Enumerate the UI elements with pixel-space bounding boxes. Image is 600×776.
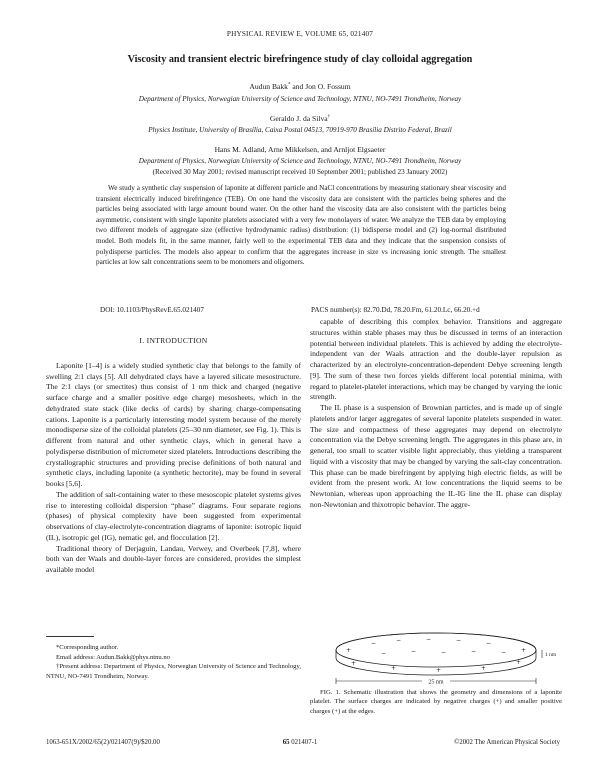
author-name: Geraldo J. da Silva — [269, 114, 328, 123]
footnote-mark: † — [327, 114, 331, 120]
svg-text:−: − — [371, 640, 377, 647]
doi: DOI: 10.1103/PhysRevE.65.021407 — [100, 306, 204, 314]
svg-text:−: − — [471, 648, 477, 655]
width-label: 25 nm — [428, 679, 444, 686]
paragraph: The addition of salt-containing water to these mesoscopic platelet systems gives rise to interesting colloidal dispersion “phase” diagrams. Four separate regions (phases) of physical complexity have been suggested from experimental observations of clay-electrolyte-concentration diagrams of laponite: isotropic liquid (IL), isotropic gel (IG), nematic gel, and flocculation [2]. — [46, 489, 301, 542]
svg-text:+: + — [351, 660, 357, 667]
paragraph: The IL phase is a suspension of Brownian particles, and is made up of single platelets and/or larger aggregates of several laponite platelets suspended in water. The size and compactness of these aggregates may depend on electrolyte concentration via the Debye screening length. The aggregates in this phase are, in general, too small to scatter visible light appreciably, thus yielding a transparent liquid with a viscosity that may be changed by varying the salt-clay concentration. This phase can be made birefringent by applying high electric fields, as will be evident from the present work. At low concentrations the liquid seems to be Newtonian, whereas upon approaching the IL-IG line the IL phase can display non-Newtonian and thixotropic behavior. The aggre- — [310, 403, 562, 509]
publication-dates: (Received 30 May 2001; revised manuscript received 10 September 2001; published 23 January 2002) — [152, 168, 448, 176]
volume-number: 65 — [282, 739, 290, 746]
author-name: Audun Bakk — [249, 82, 288, 91]
svg-text:−: − — [456, 637, 462, 644]
affiliation-3: Department of Physics, Norwegian University of Science and Technology, NTNU, NO-7491 Trondheim, Norway — [138, 157, 462, 165]
footnote: *Corresponding author. — [56, 644, 119, 651]
abstract: We study a synthetic clay suspension of laponite at different particle and NaCl concentrations by measuring stationary shear viscosity and transient electrically induced birefringence (TEB). On one hand the viscosity data are consistent with the particles being spheres and the particles being associated with large amount bound water. On the other hand the viscosity data are also consistent with the particles being asymmetric, consistent with single laponite platelets associated with a very few monolayers of water. We analyze the TEB data by employing two different models of aggregate size (effective hydrodynamic radius) distribution: (1) bidisperse model and (2) log-normal distributed model. Both models fit, in the same manner, fairly well to the experimental TEB data and they indicate that the suspension consists of polydisperse particles. The models also appear to confirm that the aggregates increase in size vs increasing ionic strength. The smallest particles at low salt concentrations seem to be monomers and oligomers. — [96, 184, 506, 267]
left-column — [46, 336, 301, 576]
footnote-mark: * — [287, 82, 291, 88]
paper-title: Viscosity and transient electric birefringence study of clay colloidal aggregation — [127, 54, 473, 65]
svg-text:−: − — [441, 649, 447, 656]
author-line-1 — [0, 82, 600, 91]
svg-text:+: + — [521, 647, 527, 654]
article-number: 021407-1 — [289, 739, 318, 746]
pacs-numbers: PACS number(s): 82.70.Dd, 78.20.Fm, 61.20.Lc, 66.20.+d — [311, 306, 480, 314]
svg-text:−: − — [486, 640, 492, 647]
footnote-rule — [46, 636, 94, 637]
footer-issn: 1063-651X/2002/65(2)/021407(9)/$20.00 — [46, 739, 160, 746]
paragraph: capable of describing this complex behavior. Transitions and aggregate structures within stable phases may thus be discussed in terms of an interaction potential between individual platelets. This is achieved by adding the electrolyte-independent van der Waals attraction and the double-layer repulsion as characterized by an electrolyte-concentration-dependent Debye screening length [9]. The sum of these two forces yields different local potential minima, with regard to platelet-platelet interactions, which may be changed by varying the ionic strength. — [310, 317, 562, 402]
journal-header: PHYSICAL REVIEW E, VOLUME 65, 021407 — [226, 30, 374, 38]
author-line-3: Hans M. Adland, Arne Mikkelsen, and Arnljot Elgsaeter — [214, 145, 386, 154]
svg-text:+: + — [481, 665, 487, 672]
footnotes — [46, 643, 301, 681]
footer-copyright: ©2002 The American Physical Society — [454, 739, 560, 746]
platelet-figure — [316, 618, 556, 688]
affiliation-1: Department of Physics, Norwegian University of Science and Technology, NTNU, NO-7491 Trondheim, Norway — [138, 95, 462, 103]
section-heading: I. INTRODUCTION — [139, 336, 208, 345]
figure-caption: FIG. 1. Schematic illustration that shows the geometry and dimensions of a laponite platelet. The surface charges are indicated by negative charges (+) and smaller positive charges (+) at the edges. — [310, 689, 562, 715]
svg-text:−: − — [426, 636, 432, 643]
svg-text:−: − — [381, 650, 387, 657]
svg-text:+: + — [516, 659, 522, 666]
affiliation-2: Physics Institute, University of Brasília, Caixa Postal 04513, 70919-970 Brasília Distrito Federal, Brazil — [148, 126, 452, 134]
svg-text:+: + — [436, 667, 442, 674]
svg-text:+: + — [346, 647, 352, 654]
footnote: Email address: Audun.Bakk@phys.ntnu.no — [56, 653, 170, 661]
svg-text:+: + — [391, 665, 397, 672]
paragraph: Traditional theory of Derjaguin, Landau, Verwey, and Overbeek [7,8], where both van der Waals and double-layer forces are considered, provides the simplest available model — [46, 543, 301, 574]
svg-text:−: − — [396, 637, 402, 644]
thickness-label: 1 nm — [545, 652, 556, 658]
footnote: †Present address: Department of Physics, Norwegian University of Science and Technology, NTNU, NO-7491 Trondheim, Norway. — [46, 663, 301, 680]
svg-text:−: − — [501, 649, 507, 656]
author-names: and Jon O. Fossum — [290, 82, 351, 91]
right-column — [310, 317, 562, 511]
paragraph: Laponite [1–4] is a widely studied synthetic clay that belongs to the family of swelling 2:1 clays [5]. All dehydrated clays have a layered silicate mesostructure. The 2:1 clays (or smectites) thus consist of 1 nm thick and charged (negative surface charge and a smaller positive edge charge) mesosheets, which in the dehydrated state stack (like decks of cards) by sharing charge-compensating cations. Laponite is a particularly interesting model system because of the merely monodisperse size of the colloidal platelets (25–30 nm diameter, see Fig. 1). This is different from natural and other synthetic clays, which in general have a polydisperse distribution of micrometer sized platelets. Introductions describing the crystallographic structures and providing precise definitions of both natural and synthetic clays, including laponite (a synthetic hectorite), may be found in several books [5,6]. — [46, 360, 301, 488]
svg-text:−: − — [411, 648, 417, 655]
author-line-2 — [0, 114, 600, 123]
